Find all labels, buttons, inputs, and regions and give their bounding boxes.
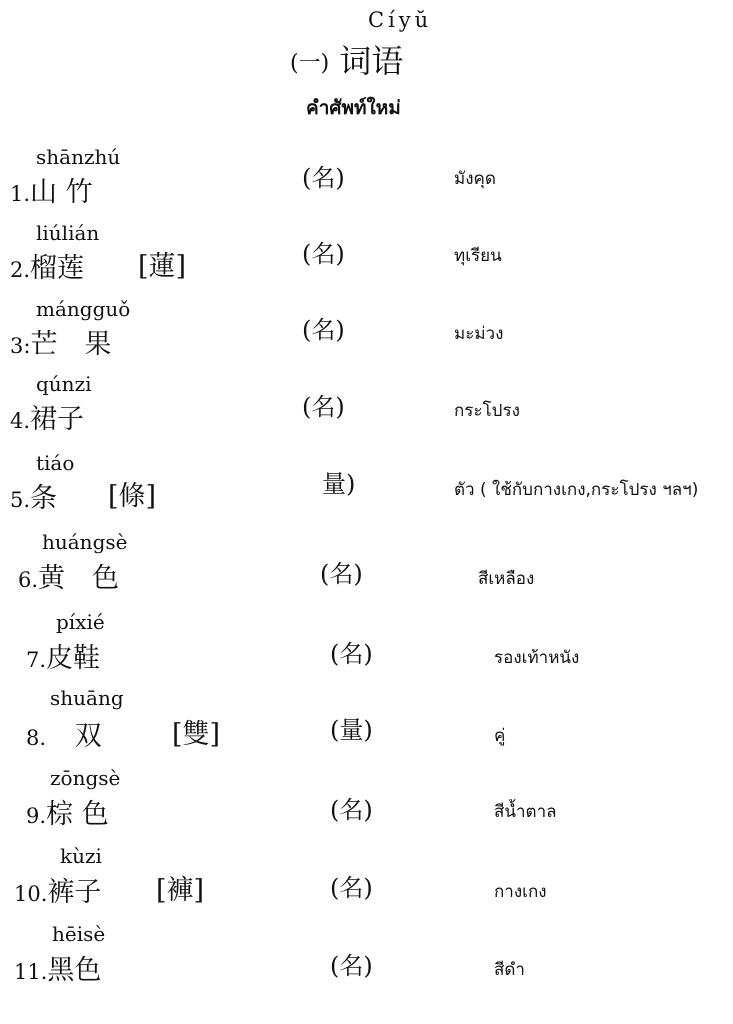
entry-word [10,246,84,285]
entry-number: 4. [10,409,31,433]
entry-hanzi: 裤子 [47,877,102,908]
entry-word [26,636,100,675]
entry-part-of-speech: (名) [302,316,345,344]
entry-hanzi: 榴莲 [30,253,85,284]
entry-hanzi: 黄 色 [38,563,120,594]
section-title-text: 词语 [339,42,404,80]
entry-pinyin: hēisè [52,922,106,946]
entry-word [14,870,101,909]
entry-hanzi: 双 [74,721,102,752]
entry-word [26,714,102,753]
entry-thai-meaning: สีน้ำตาล [494,802,557,822]
entry-pinyin: liúlián [36,221,100,245]
entry-thai-meaning: สีดำ [494,960,525,980]
section-subtitle-thai: คำศัพท์ใหม่ [306,97,401,119]
entry-part-of-speech: (名) [330,640,373,668]
entry-number: 5. [10,488,31,512]
entry-traditional: [褲] [156,875,205,906]
entry-thai-meaning: รองเท้าหนัง [494,648,580,668]
entry-word [18,556,119,595]
entry-part-of-speech: 量) [322,470,356,498]
entry-part-of-speech: (名) [302,164,345,192]
entry-part-of-speech: (名) [302,240,345,268]
entry-traditional: [條] [108,481,157,512]
entry-part-of-speech: (名) [330,952,373,980]
entry-pinyin: tiáo [36,451,75,475]
entry-part-of-speech: (量) [330,716,373,744]
entry-hanzi: 条 [30,483,58,514]
section-title [290,36,403,82]
entry-part-of-speech: (名) [330,796,373,824]
entry-pinyin: zōngsè [50,766,121,790]
entry-word [10,170,93,209]
entry-hanzi: 黑色 [47,955,102,986]
entry-part-of-speech: (名) [320,560,363,588]
entry-hanzi: 皮鞋 [46,643,101,674]
entry-pinyin: huángsè [42,530,128,554]
entry-pinyin: kùzi [60,844,102,868]
entry-thai-meaning: กระโปรง [454,401,520,421]
entry-word [14,948,101,987]
entry-part-of-speech: (名) [330,874,373,902]
entry-number: 2. [10,258,31,282]
entry-hanzi: 裙子 [30,404,85,435]
entry-pinyin: píxié [56,610,105,634]
entry-thai-meaning: ทุเรียน [454,246,502,266]
entry-number: 1. [10,182,31,206]
entry-number: 3: [10,334,31,358]
entry-pinyin: qúnzi [36,372,92,396]
entry-pinyin: shuāng [50,686,124,710]
entry-thai-meaning: ตัว ( ใช้กับกางเกง,กระโปรง ฯลฯ) [454,480,699,500]
entry-number: 11. [14,960,48,984]
entry-part-of-speech: (名) [302,393,345,421]
entry-thai-meaning: มังคุด [454,169,496,189]
section-pinyin: Cíyŭ [368,8,433,32]
entry-number: 10. [14,882,48,906]
entry-hanzi: 棕 色 [46,799,109,830]
entry-hanzi: 芒 果 [30,329,112,360]
entry-pinyin: shānzhú [36,145,121,169]
entry-number: 9. [26,804,47,828]
entry-number: 6. [18,568,39,592]
entry-number: 7. [26,648,47,672]
entry-thai-meaning: สีเหลือง [478,569,535,589]
entry-hanzi: 山 竹 [30,177,93,208]
entry-word [10,322,111,361]
entry-thai-meaning: มะม่วง [454,324,504,344]
entry-word [26,792,109,831]
entry-word [10,476,57,515]
entry-traditional: [蓮] [138,251,187,282]
entry-pinyin: mángguǒ [36,297,131,321]
section-number: (一) [290,51,330,76]
entry-thai-meaning: กางเกง [494,882,547,902]
entry-word [10,397,84,436]
entry-traditional: [雙] [172,719,221,750]
entry-number: 8. [26,726,47,750]
entry-thai-meaning: คู่ [494,726,506,746]
